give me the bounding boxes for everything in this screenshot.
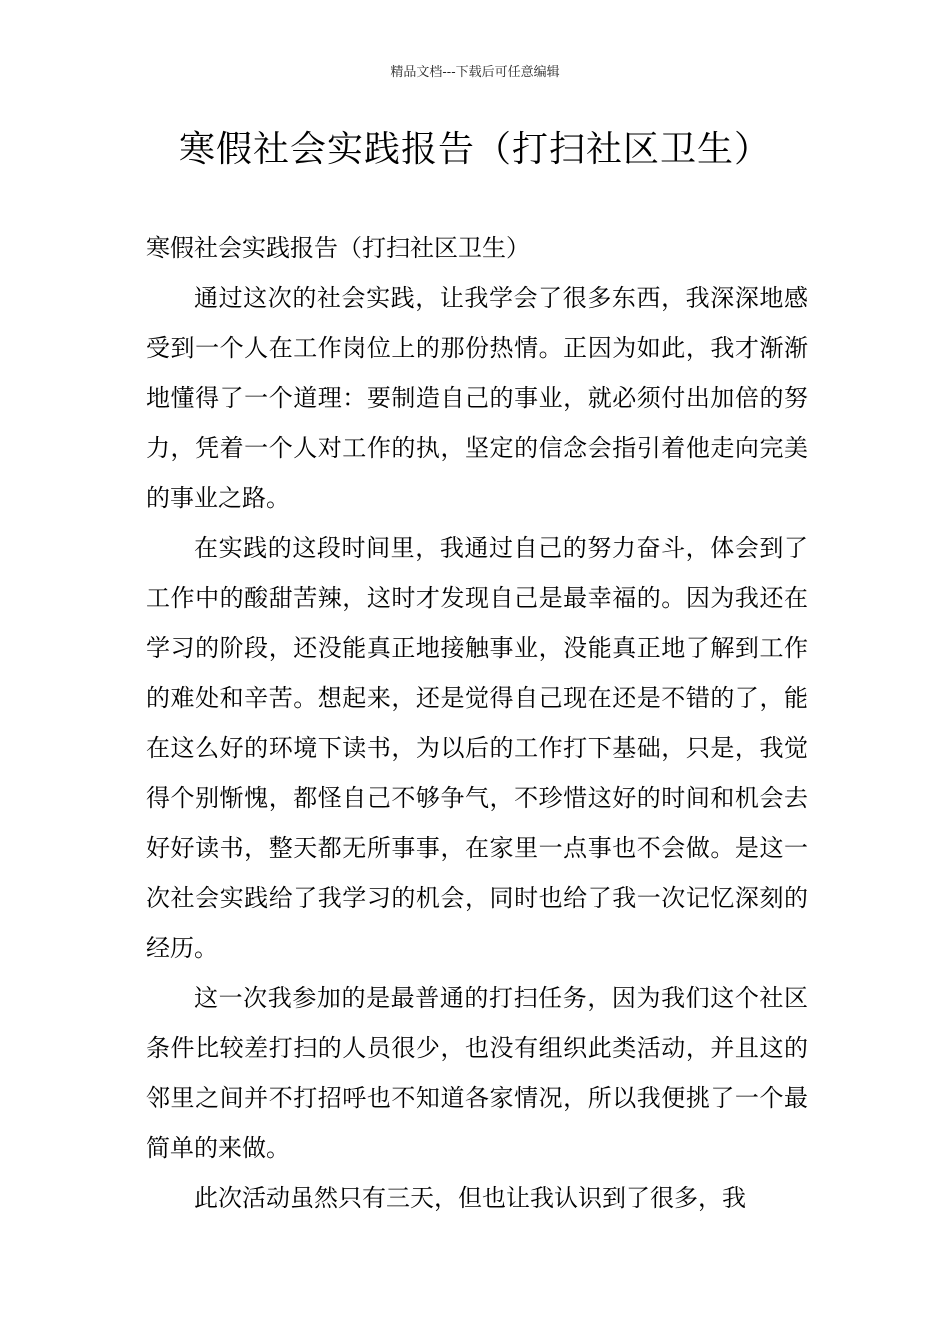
document-subtitle: 寒假社会实践报告（打扫社区卫生）	[146, 234, 530, 262]
paragraph: 在实践的这段时间里，我通过自己的努力奋斗，体会到了工作中的酸甜苦辣，这时才发现自己是最幸福的。因为我还在学习的阶段，还没能真正地接触事业，没能真正地了解到工作的难处和辛苦。想起来，还是觉得自己现在还是不错的了，能在这么好的环境下读书，为以后的工作打下基础，只是，我觉得个别惭愧，都怪自己不够争气，不珍惜这好的时间和机会去好好读书，整天都无所事事，在家里一点事也不会做。是这一次社会实践给了我学习的机会，同时也给了我一次记忆深刻的经历。	[146, 534, 808, 962]
header-note: 精品文档---下载后可任意编辑	[390, 65, 560, 80]
paragraph: 此次活动虽然只有三天，但也让我认识到了很多，我	[194, 1184, 746, 1212]
document-body	[146, 223, 808, 1223]
document-title: 寒假社会实践报告（打扫社区卫生）	[178, 129, 771, 170]
paragraph: 这一次我参加的是最普通的打扫任务，因为我们这个社区条件比较差打扫的人员很少，也没有组织此类活动，并且这的邻里之间并不打招呼也不知道各家情况，所以我便挑了一个最简单的来做。	[146, 984, 808, 1162]
paragraph: 通过这次的社会实践，让我学会了很多东西，我深深地感受到一个人在工作岗位上的那份热情。正因为如此，我才渐渐地懂得了一个道理：要制造自己的事业，就必须付出加倍的努力，凭着一个人对工作的执，坚定的信念会指引着他走向完美的事业之路。	[146, 284, 808, 512]
